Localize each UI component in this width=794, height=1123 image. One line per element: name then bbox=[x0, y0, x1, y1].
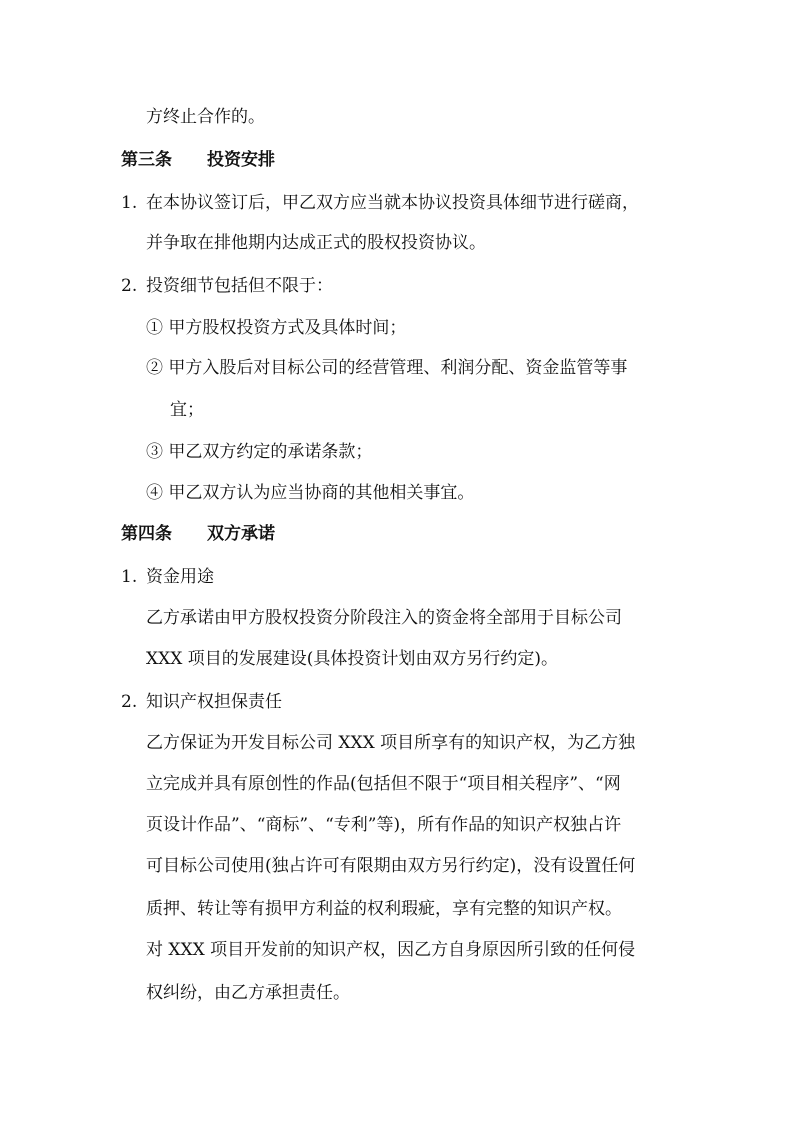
section-heading-3 bbox=[121, 148, 275, 172]
text-line: 在本协议签订后，甲乙双方应当就本协议投资具体细节进行磋商， bbox=[146, 193, 639, 213]
list-number: 2. bbox=[121, 276, 138, 296]
text-line: 权纠纷，由乙方承担责任。 bbox=[146, 983, 350, 1003]
text-line: 资金用途 bbox=[146, 567, 214, 587]
sub-item: ④ 甲乙双方认为应当协商的其他相关事宜。 bbox=[146, 483, 475, 503]
sub-item: ③ 甲乙双方约定的承诺条款； bbox=[146, 442, 373, 462]
text-line: 方终止合作的。 bbox=[146, 107, 265, 127]
sub-item: ② 甲方入股后对目标公司的经营管理、利润分配、资金监管等事 bbox=[146, 358, 628, 378]
sub-item: ① 甲方股权投资方式及具体时间； bbox=[146, 318, 407, 338]
text-line: 对 XXX 项目开发前的知识产权，因乙方自身原因所引致的任何侵 bbox=[146, 940, 636, 960]
text-line: 投资细节包括但不限于： bbox=[146, 276, 333, 296]
section-number: 第三条 bbox=[121, 150, 172, 170]
text-line: 并争取在排他期内达成正式的股权投资协议。 bbox=[146, 233, 486, 253]
text-line: 可目标公司使用(独占许可有限期由双方另行约定)，没有设置任何 bbox=[146, 856, 636, 876]
list-number: 2. bbox=[121, 692, 138, 712]
section-heading-4 bbox=[121, 522, 275, 546]
text-line: 质押、转让等有损甲方利益的权利瑕疵，享有完整的知识产权。 bbox=[146, 899, 622, 919]
text-line: 页设计作品”、“商标”、“专利”等)，所有作品的知识产权独占许 bbox=[146, 815, 622, 835]
section-title: 投资安排 bbox=[207, 150, 275, 170]
text-line: 乙方承诺由甲方股权投资分阶段注入的资金将全部用于目标公司 bbox=[146, 608, 622, 628]
section-number: 第四条 bbox=[121, 524, 172, 544]
list-number: 1. bbox=[121, 193, 138, 213]
text-line: 立完成并具有原创性的作品(包括但不限于“项目相关程序”、“网 bbox=[146, 774, 621, 794]
text-line: 知识产权担保责任 bbox=[146, 692, 282, 712]
text-line: 宜； bbox=[170, 400, 204, 420]
text-line: 乙方保证为开发目标公司 XXX 项目所享有的知识产权，为乙方独 bbox=[146, 733, 636, 753]
section-title: 双方承诺 bbox=[207, 524, 275, 544]
list-number: 1. bbox=[121, 567, 138, 587]
text-line: XXX 项目的发展建设(具体投资计划由双方另行约定)。 bbox=[146, 649, 558, 669]
